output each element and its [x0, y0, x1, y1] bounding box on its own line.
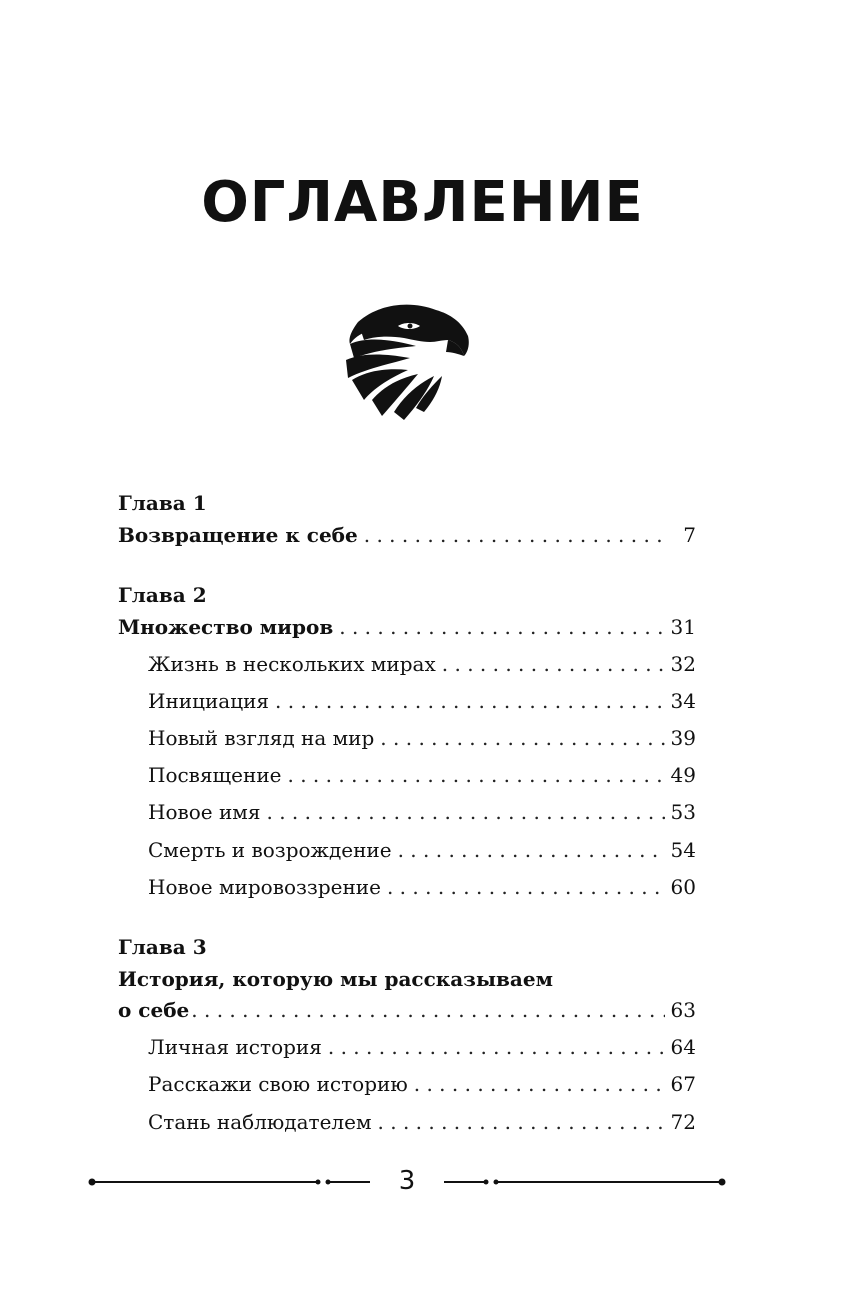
toc-entry[interactable]	[118, 614, 696, 640]
toc-section[interactable]	[148, 1071, 696, 1097]
page-number: 3	[398, 1166, 416, 1196]
chapter-label: Глава 2	[118, 583, 207, 607]
leader-dots	[414, 1071, 665, 1097]
toc-section-page: 53	[670, 800, 696, 824]
leader-dots	[398, 837, 665, 863]
toc-section-page: 67	[670, 1072, 696, 1096]
leader-dots	[275, 688, 665, 714]
leader-dots	[380, 725, 664, 751]
toc-section-page: 39	[670, 726, 696, 750]
toc-section-page: 49	[670, 763, 696, 787]
toc-section-title: Жизнь в нескольких мирах	[148, 652, 436, 676]
chapter-label: Глава 1	[118, 491, 207, 515]
toc-section[interactable]	[148, 799, 696, 825]
leader-dots	[387, 874, 665, 900]
leader-dots	[328, 1034, 665, 1060]
toc-section[interactable]	[148, 651, 696, 677]
toc-section-page: 64	[670, 1035, 696, 1059]
toc-section-title: Новый взгляд на мир	[148, 726, 375, 750]
toc-entry-title-line[interactable]: История, которую мы рассказываем	[118, 967, 553, 991]
toc-section-title: Стань наблюдателем	[148, 1110, 372, 1134]
leader-dots	[266, 799, 664, 825]
toc-section[interactable]	[148, 874, 696, 900]
toc-section[interactable]	[148, 688, 696, 714]
toc-section[interactable]	[148, 762, 696, 788]
toc-section[interactable]	[148, 725, 696, 751]
toc-section-page: 32	[670, 652, 696, 676]
toc-entry-page: 7	[683, 523, 696, 547]
toc-entry-title: Возвращение к себе	[118, 523, 358, 547]
toc-entry-page: 63	[670, 998, 696, 1022]
toc-section-title: Личная история	[148, 1035, 322, 1059]
toc-section-title: Расскажи свою историю	[148, 1072, 408, 1096]
toc-section-page: 72	[670, 1110, 696, 1134]
page-title: ОГЛАВЛЕНИЕ	[201, 170, 644, 235]
toc-entry-title: о себе	[118, 998, 190, 1022]
chapter-label: Глава 3	[118, 935, 207, 959]
eagle-head-icon	[338, 296, 472, 424]
leader-dots	[288, 762, 665, 788]
toc-section[interactable]	[148, 837, 696, 863]
toc-section-title: Посвящение	[148, 763, 282, 787]
toc-entry-page: 31	[670, 615, 696, 639]
toc-section-title: Новое мировоззрение	[148, 875, 381, 899]
toc-section-page: 54	[670, 838, 696, 862]
toc-section-title: Смерть и возрождение	[148, 838, 392, 862]
leader-dots	[378, 1109, 665, 1135]
toc-entry-title: Множество миров	[118, 615, 334, 639]
toc-section-page: 60	[670, 875, 696, 899]
toc-section-title: Инициация	[148, 689, 270, 713]
leader-dots	[339, 614, 664, 640]
toc-section[interactable]	[148, 1034, 696, 1060]
toc-section[interactable]	[148, 1109, 696, 1135]
toc-section-title: Новое имя	[148, 800, 261, 824]
toc-entry[interactable]	[118, 522, 696, 548]
toc-entry[interactable]	[118, 997, 696, 1023]
leader-dots	[442, 651, 665, 677]
toc-section-page: 34	[670, 689, 696, 713]
leader-dots	[191, 997, 664, 1023]
leader-dots	[364, 522, 668, 548]
